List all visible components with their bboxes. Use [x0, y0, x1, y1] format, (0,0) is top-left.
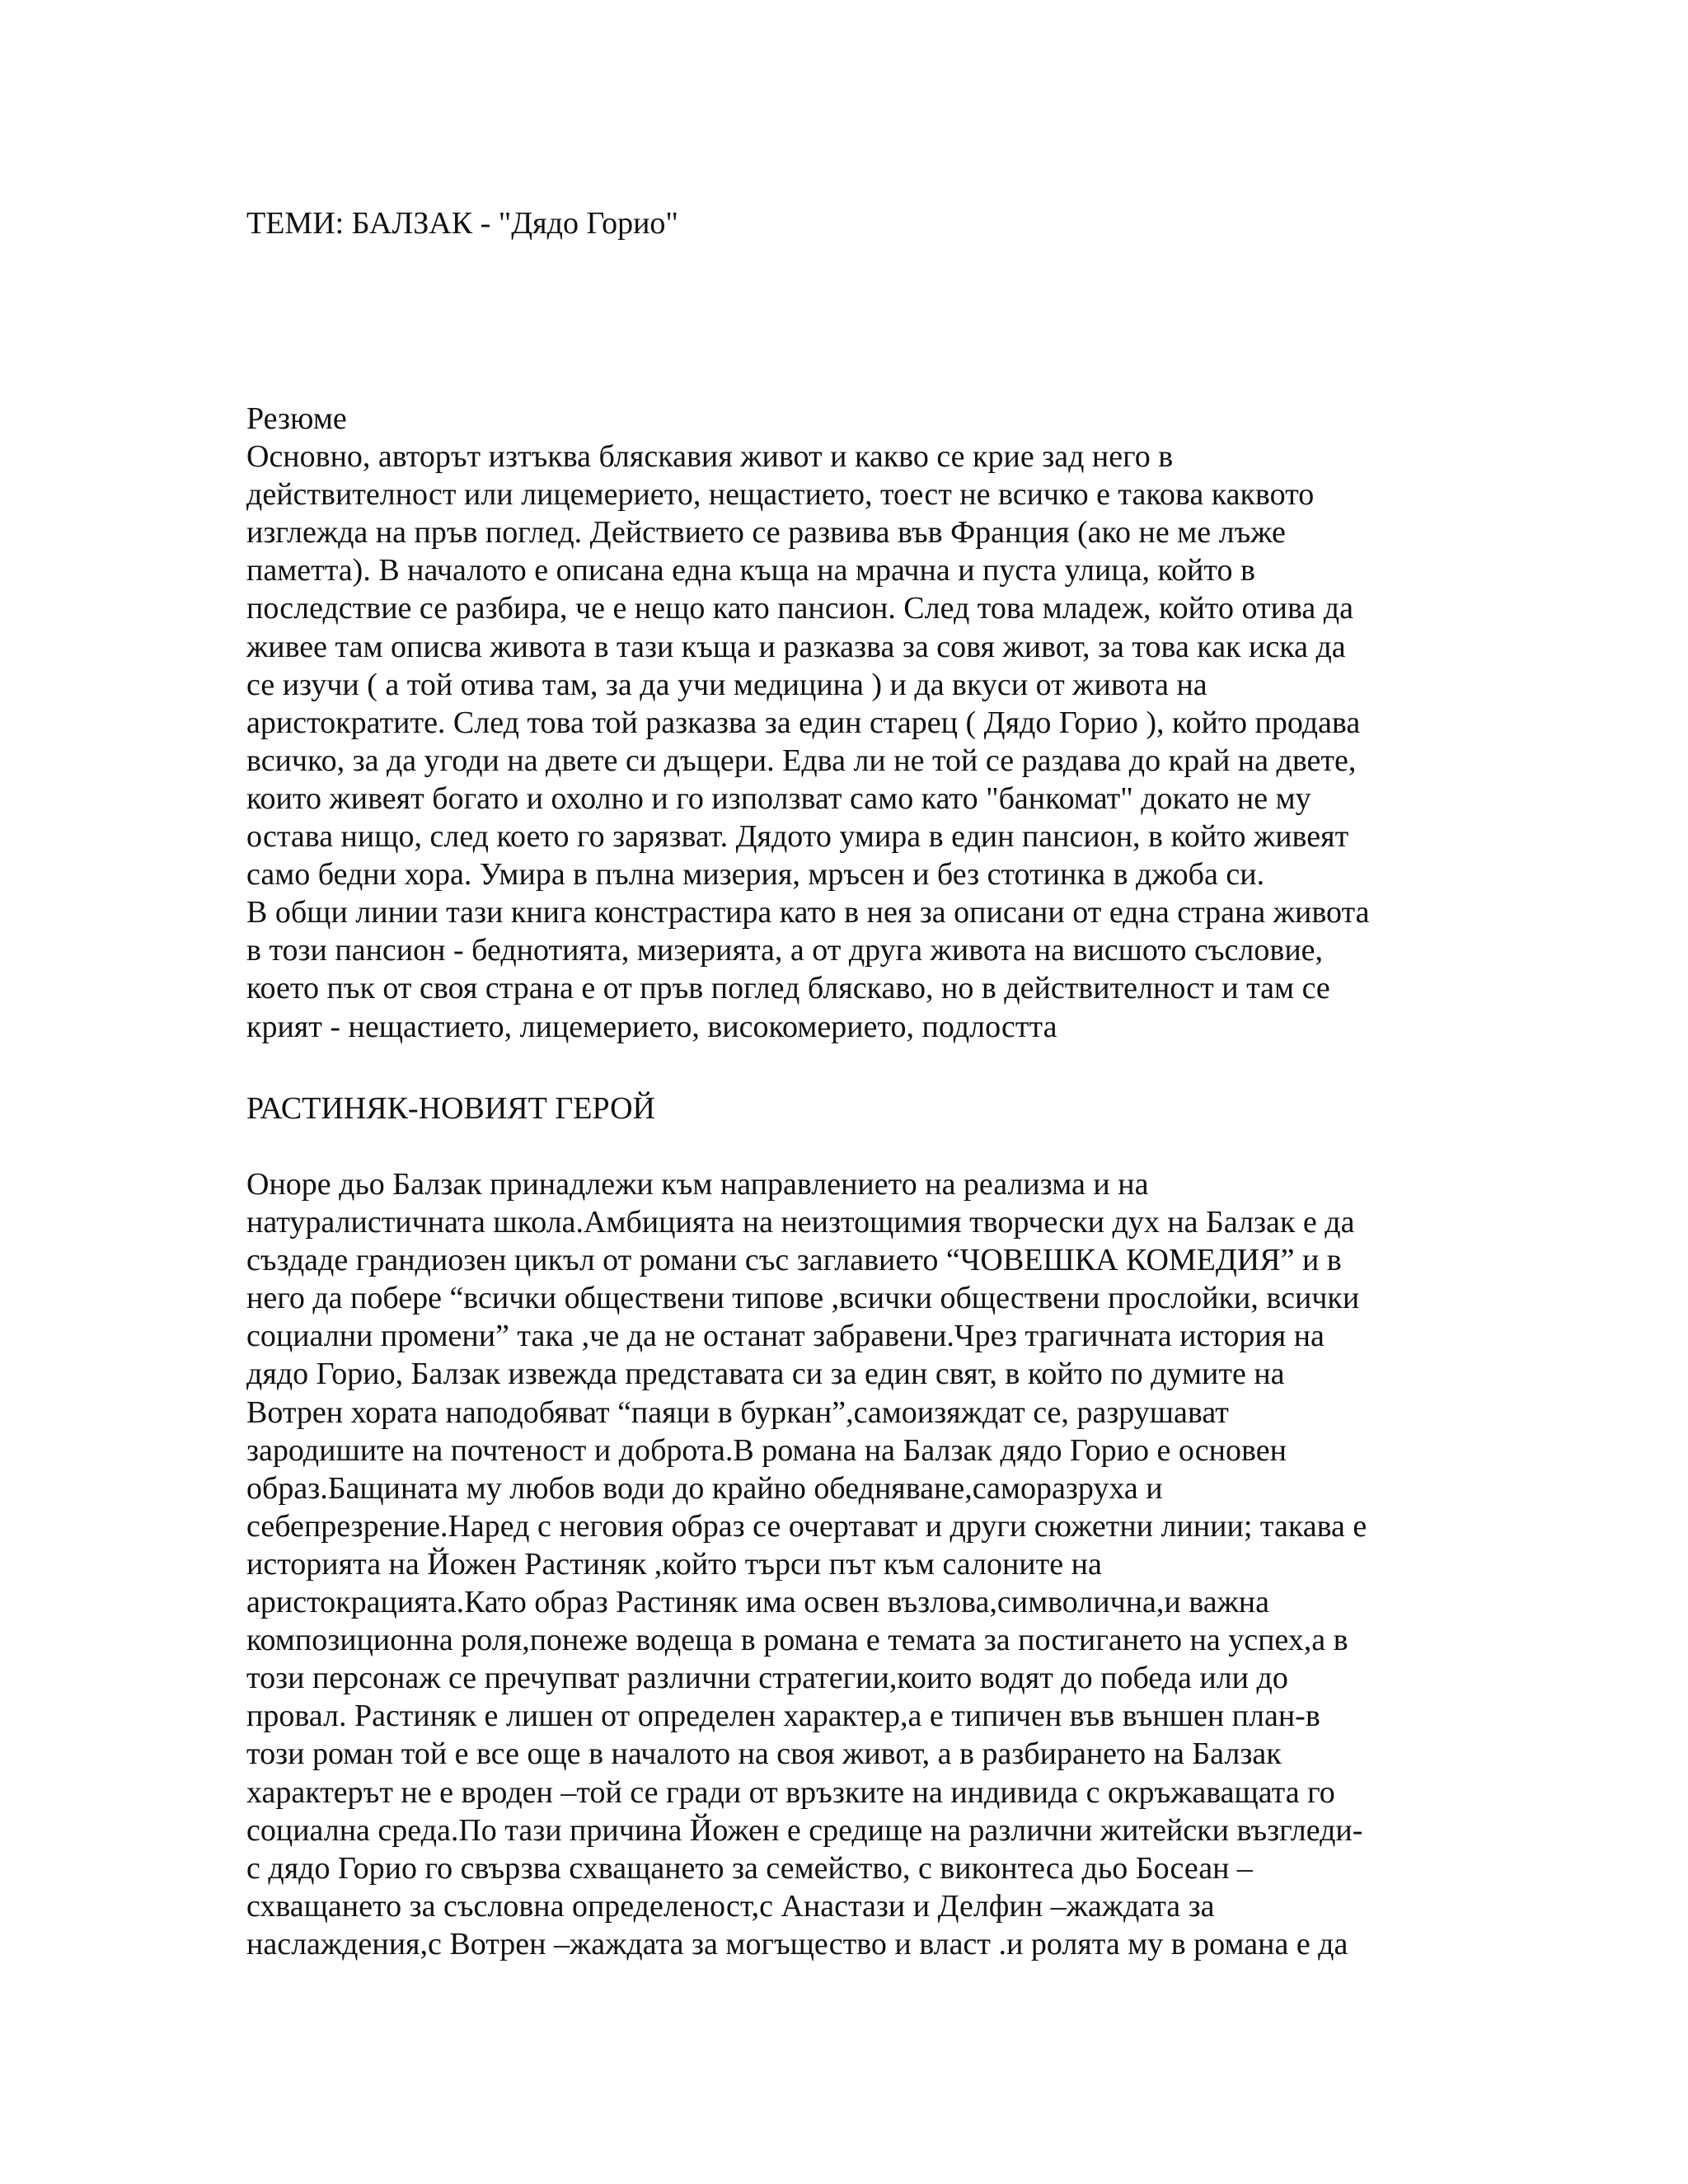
section-line: наслаждения,с Вотрен –жаждата за могъщество и власт .и ролята му в романа е да [246, 1926, 1348, 1961]
section-line: схващането за съсловна определеност,с Анастази и Делфин –жаждата за [246, 1888, 1215, 1924]
section-line: Оноре дьо Балзак принадлежи към направлението на реализма и на [246, 1167, 1149, 1202]
summary-line: само бедни хора. Умира в пълна мизерия, мръсен и без стотинка в джоба си. [246, 857, 1265, 893]
summary-line: изглежда на пръв поглед. Действието се развива във Франция (ако не ме лъже [246, 515, 1286, 551]
section-line: историята на Йожен Растиняк ,който търси път към салоните на [246, 1546, 1102, 1582]
section-line: себепрезрение.Наред с неговия образ се очертават и други сюжетни линии; такава е [246, 1508, 1367, 1544]
section-line: социални промени” така ,че да не останат забравени.Чрез трагичната история на [246, 1319, 1325, 1354]
section-line: аристокрацията.Като образ Растиняк има освен възлова,символична,и важна [246, 1585, 1270, 1620]
summary-line: живее там описва живота в тази къща и разказва за совя живот, за това как иска да [246, 629, 1346, 664]
summary-line: крият - нещастието, лицемерието, високомерието, подлостта [246, 1009, 1057, 1044]
summary-line: което пък от своя страна е от пръв поглед бляскаво, но в действителност и там се [246, 971, 1330, 1006]
section-body [246, 1165, 1466, 1963]
section-line: образ.Бащината му любов води до крайно обедняване,саморазруха и [246, 1470, 1163, 1506]
summary-line: аристократите. След това той разказва за един старец ( Дядо Горио ), който продава [246, 705, 1361, 740]
summary-heading: Резюме [246, 401, 347, 436]
section-line: с дядо Горио го свързва схващането за семейство, с виконтеса дьо Босеан – [246, 1850, 1253, 1886]
summary-block [246, 400, 1466, 1046]
summary-line: в този пансион - беднотията, мизерията, а от друга живота на висшото съсловие, [246, 933, 1324, 968]
summary-line: В общи линии тази книга констрастира като в нея за описани от една страна живота [246, 895, 1370, 930]
section-line: дядо Горио, Балзак извежда представата си за един свят, в който по думите на [246, 1357, 1285, 1392]
section-line: този роман той е все още в началото на своя живот, а в разбирането на Балзак [246, 1736, 1282, 1772]
summary-line: всичко, за да угоди на двете си дъщери. Едва ли не той се раздава до край на двете, [246, 743, 1357, 778]
section-line: композиционна роля,понеже водеща в романа е темата за постигането на успех,а в [246, 1623, 1348, 1658]
summary-line: последствие се разбира, че е нещо като пансион. След това младеж, който отива да [246, 591, 1353, 626]
summary-line: се изучи ( а той отива там, за да учи медицина ) и да вкуси от живота на [246, 667, 1207, 702]
summary-line: паметта). В началото е описана една къща на мрачна и пуста улица, който в [246, 553, 1255, 588]
summary-line: остава нищо, след което го зарязват. Дядото умира в един пансион, в който живеят [246, 819, 1349, 855]
section-line: Вотрен хората наподобяват “паяци в буркан”,самоизяждат се, разрушават [246, 1394, 1229, 1430]
section-line: зародишите на почтеност и доброта.В романа на Балзак дядо Горио е основен [246, 1432, 1287, 1468]
summary-line: Основно, авторът изтъква бляскавия живот и какво се крие зад него в [246, 439, 1174, 475]
section-line: създаде грандиозен цикъл от романи със заглавието “ЧОВЕШКА КОМЕДИЯ” и в [246, 1243, 1342, 1278]
section-line: този персонаж се пречупват различни стратегии,които водят до победа или до [246, 1661, 1288, 1696]
document-title: ТЕМИ: БАЛЗАК - "Дядо Горио" [246, 206, 678, 241]
section-line: провал. Растиняк е лишен от определен характер,а е типичен във външен план-в [246, 1699, 1320, 1734]
section-line: характерът не е вроден –той се гради от връзките на индивида с окръжаващата го [246, 1774, 1335, 1810]
section-line: него да побере “всички обществени типове ,всички обществени прослойки, всички [246, 1281, 1360, 1316]
summary-line: които живеят богато и охолно и го използват само като "банкомат" докато не му [246, 780, 1311, 816]
section-line: социална среда.По тази причина Йожен е средище на различни житейски възгледи- [246, 1812, 1363, 1848]
section-line: натуралистичната школа.Амбицията на неизтощимия творчески дух на Балзак е да [246, 1205, 1355, 1240]
summary-line: действителност или лицемерието, нещастието, тоест не всичко е такова каквото [246, 477, 1315, 513]
section-heading: РАСТИНЯК-НОВИЯТ ГЕРОЙ [246, 1091, 656, 1126]
